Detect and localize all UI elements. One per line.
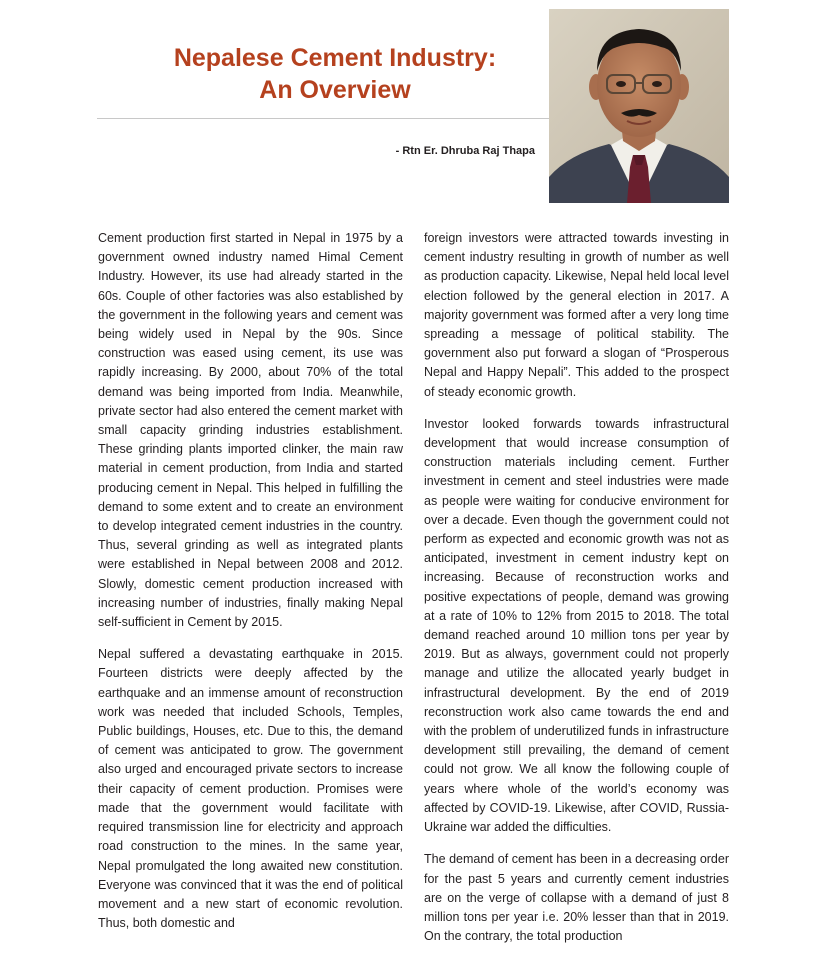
paragraph: Nepal suffered a devastating earthquake in 2015. Fourteen districts were deeply affected by the earthquake and an immense amount of reconstruction work was needed that included Schools, Temples, Public buildings, Houses, etc. Due to this, the demand of cement was anticipated to grow. The government also urged and encouraged private sectors to increase their capacity of cement production. Promises were made that the government would facilitate with required transmission line for electricity and approach road construction to the mines. In the same year, Nepal promulgated the long awaited new constitution. Everyone was convinced that it was the end of political movement and a new start of economic revolution. Thus, both domestic and: [98, 647, 403, 931]
article-column-left: [98, 229, 403, 946]
author-portrait-icon: [549, 9, 729, 203]
author-photo: [549, 9, 729, 203]
paragraph: Investor looked forwards towards infrastructural development that would increase consumption of construction materials including cement. Further investment in cement and steel industries were made as people were waiting for conducive environment for over a decade. Even though the government could not perform as expected and economic growth was not as anticipated, investment in cement industry kept on increasing. Because of reconstruction works and positive expectations of people, demand was growing at a rate of 10% to 12% from 2015 to 2018. The total demand reached around 10 million tons per year by 2019. But as always, government could not properly manage and utilize the allocated yearly budget in infrastructural development. By the end of 2019 reconstruction work also came towards the end and with the problem of underutilized funds in infrastructure development still prevailing, the demand of cement could not grow. We all know the following couple of years where whole of the world’s economy was affected by COVID-19. Likewise, after COVID, Russia-Ukraine war added the difficulties.: [424, 416, 729, 835]
title-divider: [97, 118, 549, 119]
paragraph: foreign investors were attracted towards investing in cement industry resulting in growth of number as well as production capacity. Likewise, Nepal held local level election followed by the general election in 2017. A majority government was formed after a very long time spreading a message of political stability. The government also put forward a slogan of “Prosperous Nepal and Happy Nepali”. This added to the prospect of steady economic growth.: [424, 231, 729, 399]
paragraph: The demand of cement has been in a decreasing order for the past 5 years and currently cement industries are on the verge of collapse with a demand of just 8 million tons per year i.e. 20% lesser than that in 2019. On the contrary, the total production: [424, 852, 729, 944]
article-column-right: [424, 229, 729, 959]
title-line-1: Nepalese Cement Industry:: [173, 44, 497, 72]
paragraph: Cement production first started in Nepal in 1975 by a government owned industry named Himal Cement Industry. However, its use had already started in the 60s. Couple of other factories was also established by the government in the following years and cement was being widely used in Nepal by the 90s. Since construction was eased using cement, its use was rapidly increasing. By 2000, about 70% of the total demand was being imported from India. Meanwhile, private sector had also entered the cement market with small capacity grinding industries establishment. These grinding plants imported clinker, the main raw material in cement production, from India and started producing cement in Nepal. This helped in fulfilling the demand to some extent and to create an environment to develop integrated cement industries in the country. Thus, several grinding as well as integrated plants were established in Nepal between 2008 and 2012. Slowly, domestic cement production increased with increasing number of industries, finally making Nepal self-sufficient in Cement by 2015.: [98, 231, 403, 630]
article-title: [150, 42, 520, 106]
author-byline: - Rtn Er. Dhruba Raj Thapa: [395, 145, 535, 157]
title-line-2: An Overview: [259, 76, 411, 104]
